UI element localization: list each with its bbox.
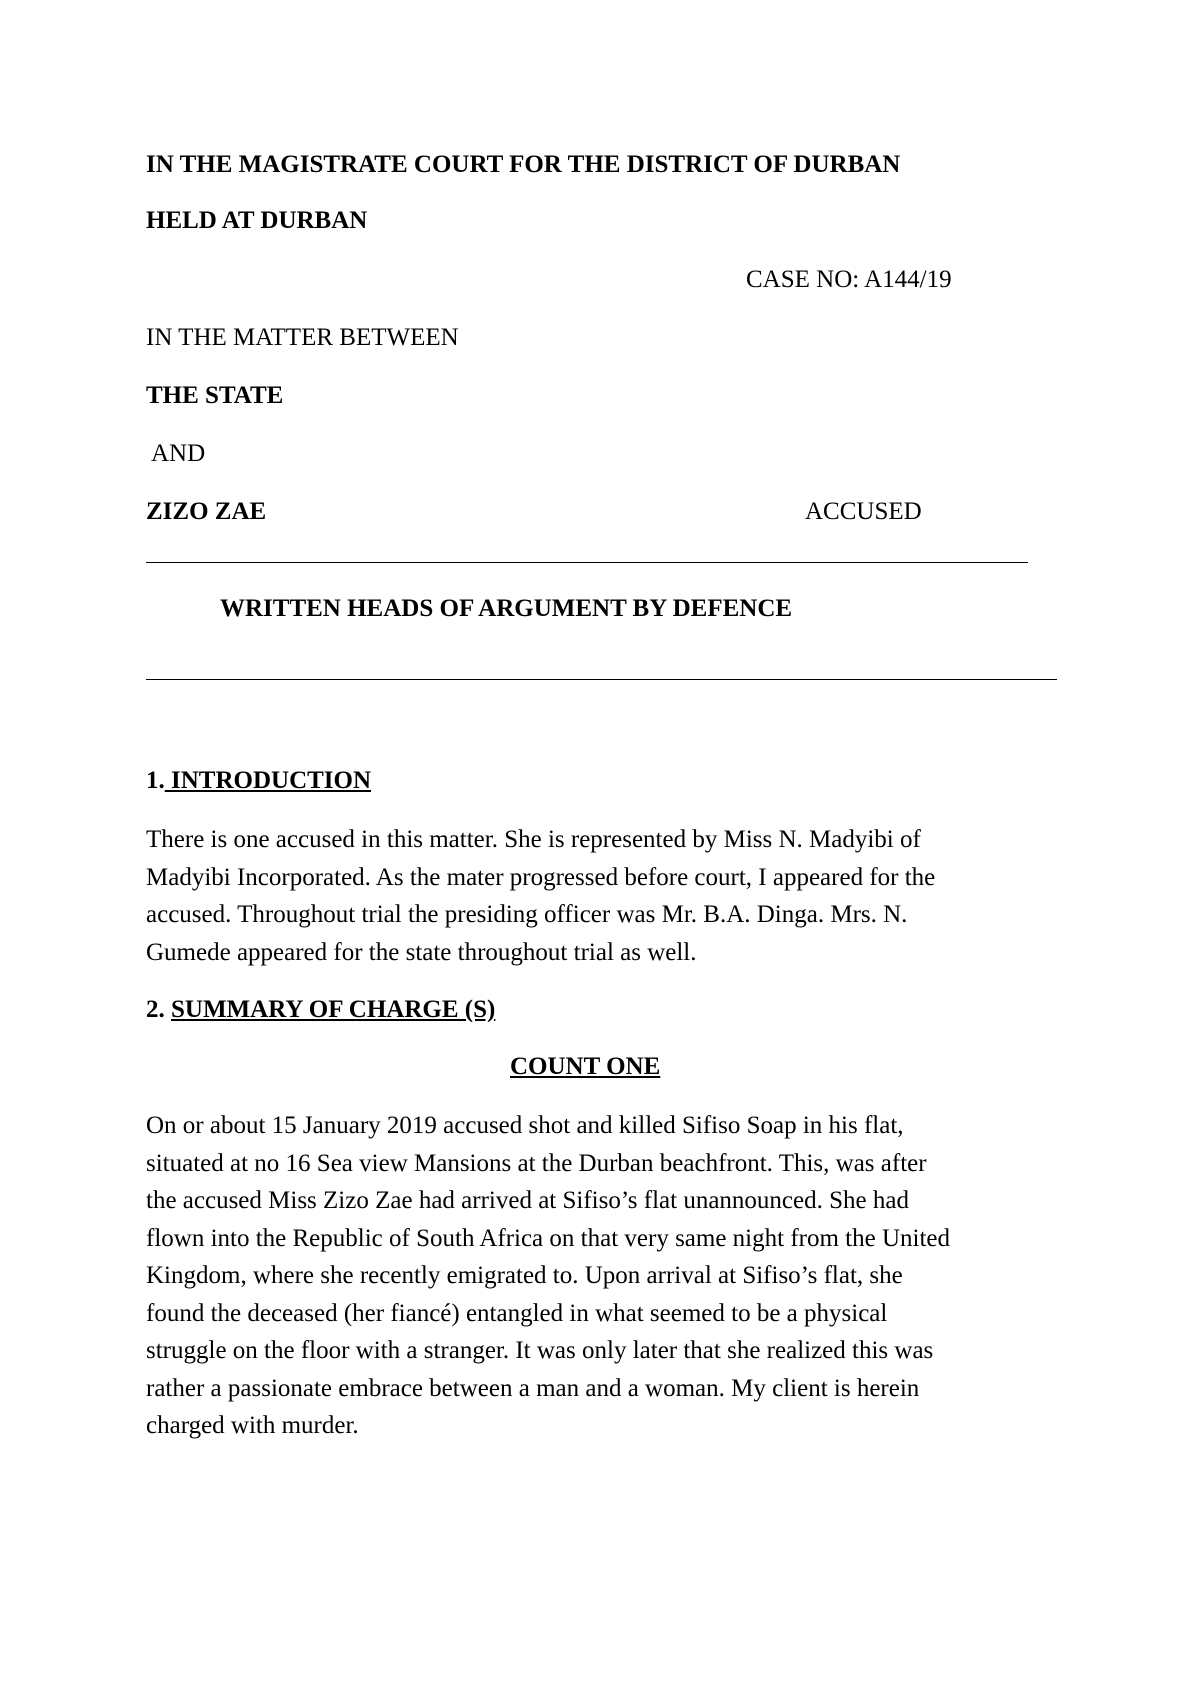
and-line: AND bbox=[151, 440, 206, 467]
paragraph-line: charged with murder. bbox=[146, 1412, 359, 1439]
matter-between: IN THE MATTER BETWEEN bbox=[146, 324, 459, 351]
top-divider bbox=[146, 562, 1028, 563]
paragraph-line: accused. Throughout trial the presiding officer was Mr. B.A. Dinga. Mrs. N. bbox=[146, 901, 908, 928]
paragraph-line: Madyibi Incorporated. As the mater progressed before court, I appeared for the bbox=[146, 863, 936, 891]
section-heading-introduction bbox=[146, 766, 371, 796]
section-number: 2. bbox=[146, 996, 165, 1023]
section-title: INTRODUCTION bbox=[164, 767, 372, 794]
paragraph-line: situated at no 16 Sea view Mansions at the Durban beachfront. This, was after bbox=[146, 1149, 927, 1177]
count-heading: COUNT ONE bbox=[510, 1053, 661, 1080]
paragraph-line: the accused Miss Zizo Zae had arrived at Sifiso’s flat unannounced. She had bbox=[146, 1187, 909, 1214]
section-number: 1. bbox=[146, 767, 165, 794]
paragraph-line: rather a passionate embrace between a man and a woman. My client is herein bbox=[146, 1374, 920, 1402]
paragraph-line: struggle on the floor with a stranger. It was only later that she realized this was bbox=[146, 1337, 934, 1364]
paragraph-line: found the deceased (her fiancé) entangled in what seemed to be a physical bbox=[146, 1299, 888, 1327]
section-title: SUMMARY OF CHARGE (S) bbox=[171, 996, 496, 1023]
section-heading-summary bbox=[146, 995, 495, 1025]
held-at-line: HELD AT DURBAN bbox=[146, 207, 368, 234]
summary-paragraph bbox=[146, 1107, 950, 1445]
accused-label: ACCUSED bbox=[805, 498, 922, 525]
paragraph-line: There is one accused in this matter. She is represented by Miss N. Madyibi of bbox=[146, 826, 921, 853]
paragraph-line: Kingdom, where she recently emigrated to. Upon arrival at Sifiso’s flat, she bbox=[146, 1262, 903, 1289]
paragraph-line: flown into the Republic of South Africa on that very same night from the United bbox=[146, 1224, 951, 1252]
paragraph-line: Gumede appeared for the state throughout trial as well. bbox=[146, 938, 697, 966]
accused-name: ZIZO ZAE bbox=[146, 498, 267, 525]
bottom-divider bbox=[146, 679, 1057, 680]
paragraph-line: On or about 15 January 2019 accused shot and killed Sifiso Soap in his flat, bbox=[146, 1112, 904, 1139]
introduction-paragraph bbox=[146, 821, 935, 971]
document-title: WRITTEN HEADS OF ARGUMENT BY DEFENCE bbox=[220, 595, 793, 622]
court-heading: IN THE MAGISTRATE COURT FOR THE DISTRICT OF DURBAN bbox=[146, 151, 901, 178]
plaintiff-name: THE STATE bbox=[146, 382, 284, 409]
case-number: CASE NO: A144/19 bbox=[746, 266, 952, 293]
